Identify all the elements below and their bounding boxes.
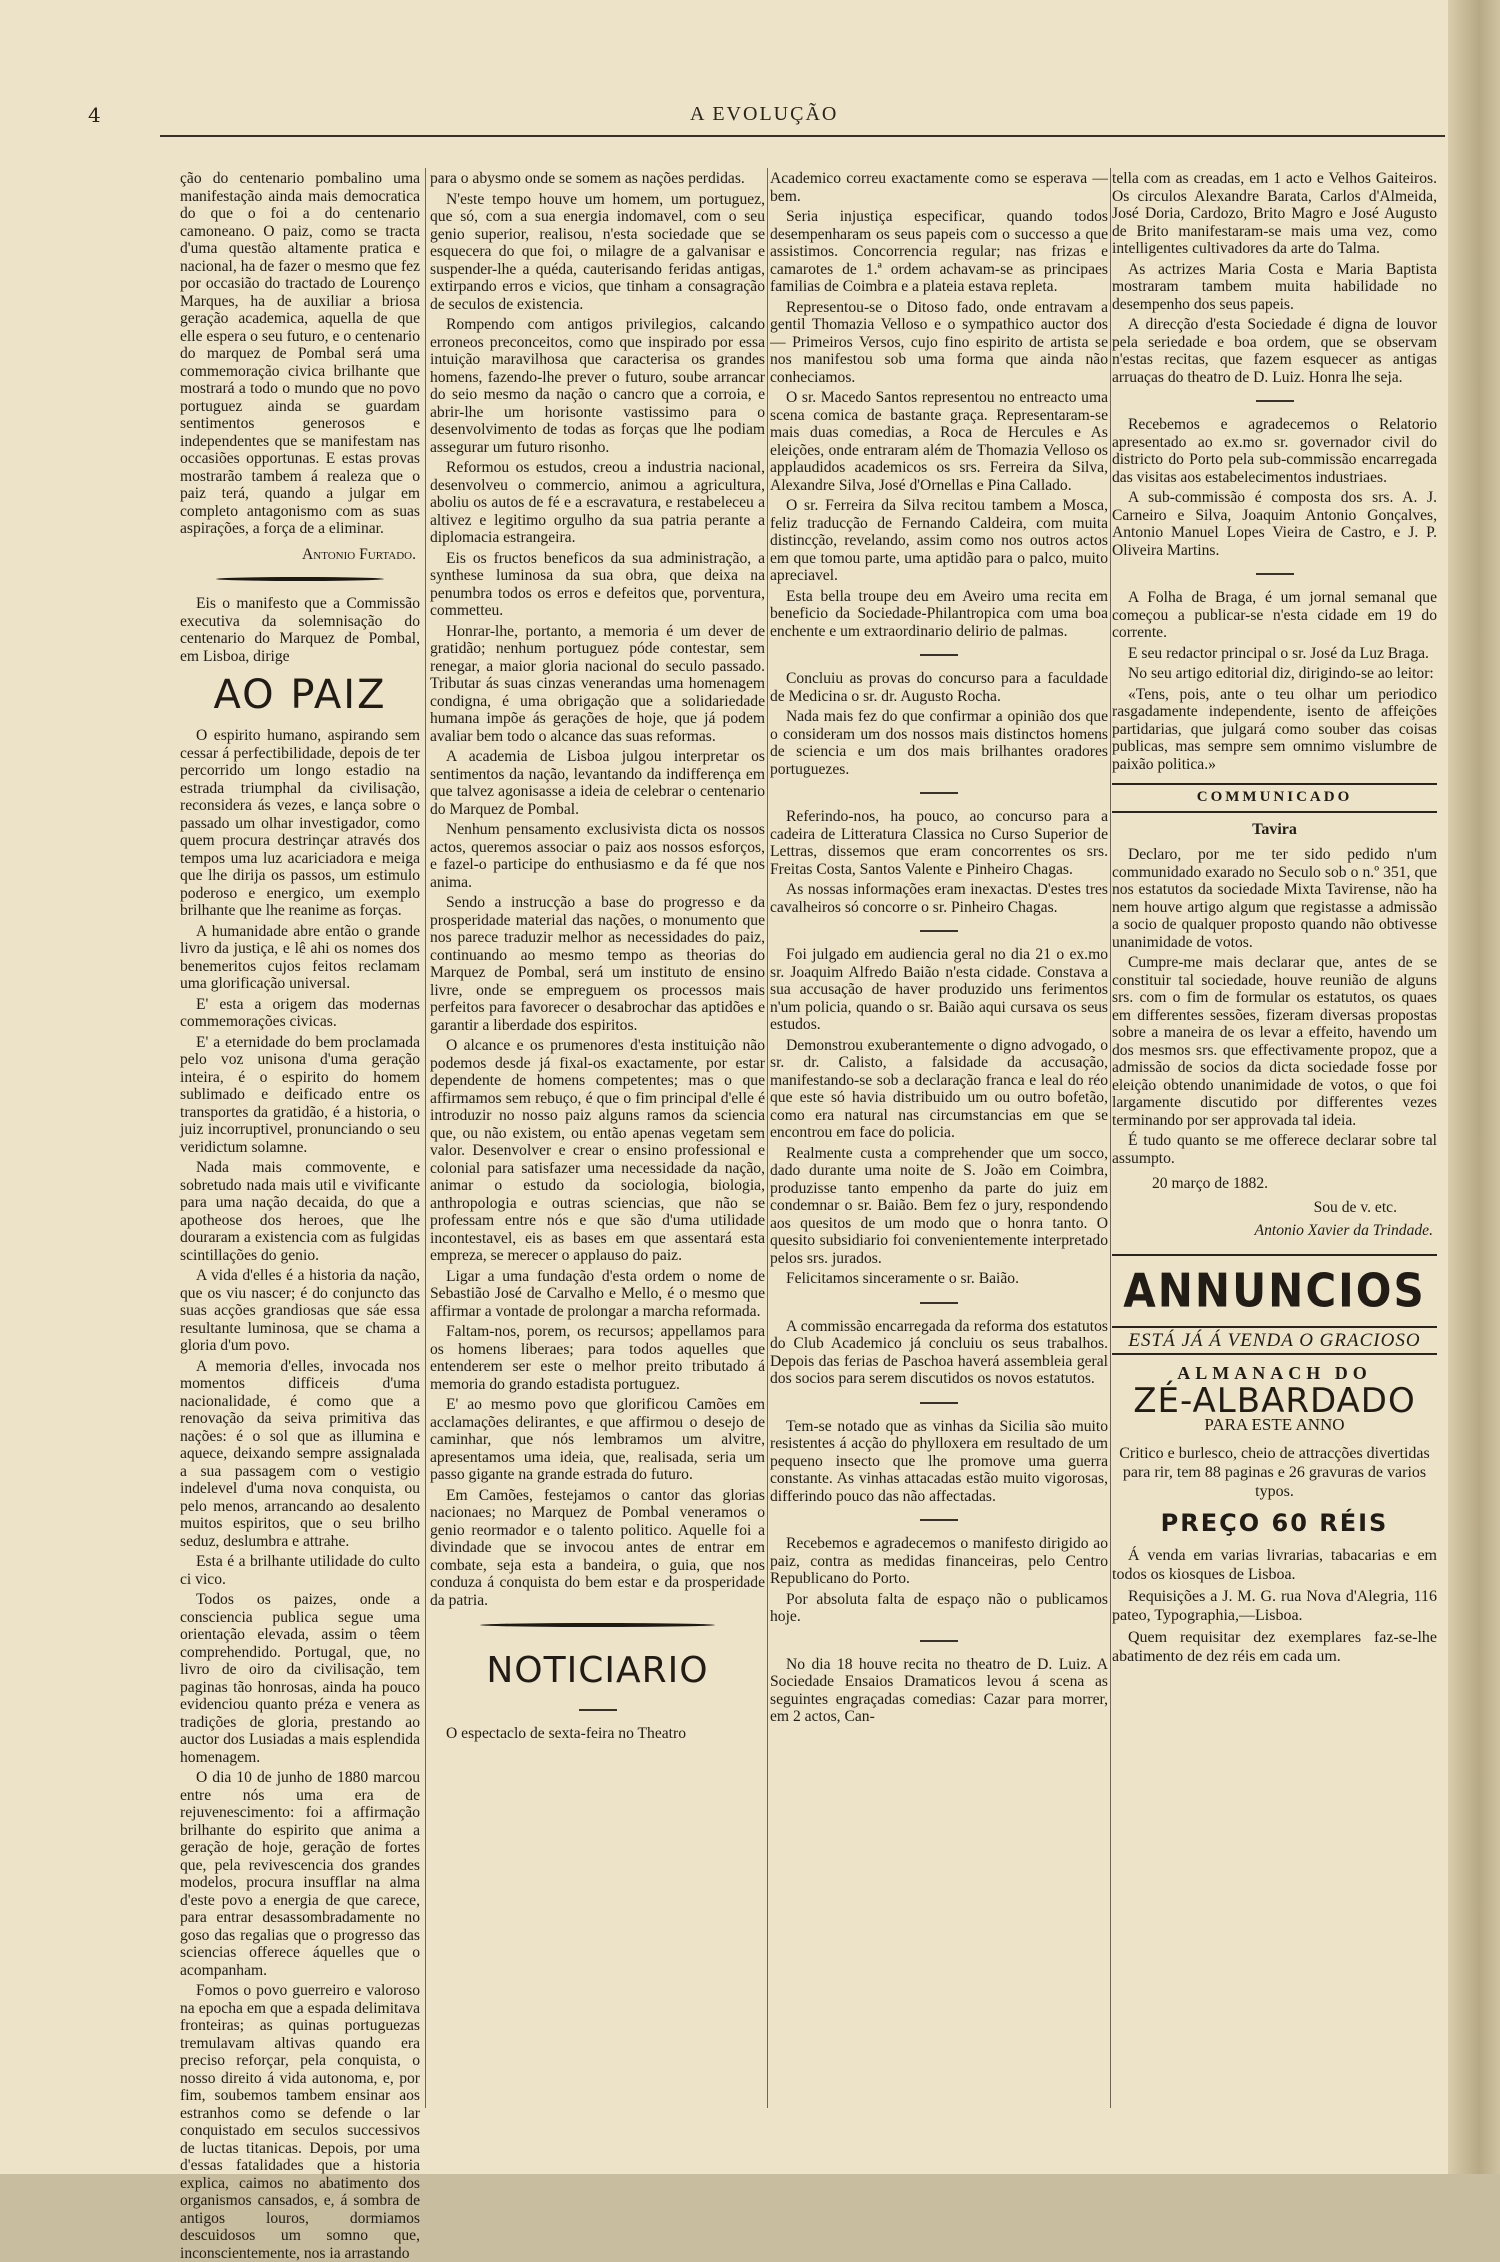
section-divider — [920, 930, 958, 932]
paragraph: Recebemos e agradecemos o Relatorio apresentado ao ex.mo sr. governador civil do districto do Porto pela sub-commissão encarregada das visitas aos estabelecimentos industriaes. — [1112, 416, 1437, 486]
ad-price: PREÇO 60 RÉIS — [1160, 1508, 1389, 1537]
paragraph: A commissão encarregada da reforma dos estatutos do Club Academico já concluiu os seus trabalhos. Depois das ferias de Paschoa haverá assembleia geral dos socios para serem discutidos os novos estatutos. — [770, 1317, 1108, 1387]
column-divider — [767, 168, 768, 2108]
paragraph: O alcance e os prumenores d'esta instituição não podemos desde já fixal-os exactamente, por estar dependente de homens competentes; mas o que affirmamos sem rebuço, é que o fim principal d'elle é introduzir no nosso paiz alguns ramos da sciencia que, ou não existem, ou então apenas vegetam sem valor. Desenvolver e crear o ensino professional e colonial para satisfazer uma necessidade da nação, animar o estudo da sociologia, biologia, anthropologia e outras sciencias, que não se professam entre nós e que são d'uma utilidade incontestavel, eis as bases em que assentará esta empreza, se merecer o applauso do paiz. — [430, 1037, 765, 1264]
column-3 — [770, 170, 1108, 2100]
paragraph: Demonstrou exuberantemente o digno advogado, o sr. dr. Calisto, a falsidade da accusação, manifestando-se sob a declaração franca e leal do réo que este só havia distribuido um ou outro bofetão, como era natural nas circumstancias em que se encontrou em face do policia. — [770, 1036, 1108, 1141]
paragraph: A humanidade abre então o grande livro da justiça, e lê ahi os nomes dos benemeritos cujos feitos reclamam uma glorificação universal. — [180, 922, 420, 992]
paragraph: Honrar-lhe, portanto, a memoria é um dever de gratidão; nenhum portuguez póde contestar, sem renegar, a maior gloria nacional do seculo passado. Tributar ás suas cinzas venerandas uma homenagem condigna, é uma obrigação que a solidariedade humana impõe ás gerações de hoje, que já podem avaliar bem todo o alcance das suas reformas. — [430, 622, 765, 745]
paragraph: O espirito humano, aspirando sem cessar á perfectibilidade, depois de ter percorrido um longo estadio na estrada triumphal da civilisação, reconsidera ás vezes, e lança sobre o passado um olhar investigador, como quem procura destrinçar através dos tempos uma luz acariciadora e meiga que lhe dirija os passos, um estimulo poderoso e energico, um exemplo brilhante que lhe reanime as forças. — [180, 727, 420, 919]
ad-requests: Requisições a J. M. G. rua Nova d'Alegria, 116 pateo, Typographia,—Lisboa. — [1112, 1588, 1437, 1624]
paragraph: Academico correu exactamente como se esperava — bem. — [770, 170, 1108, 205]
section-divider — [920, 1302, 958, 1304]
section-divider — [920, 1640, 958, 1642]
paragraph: A sub-commissão é composta dos srs. A. J. Carneiro e Silva, Joaquim Antonio Gonçalves, Antonio Manuel Lopes Vieira de Castro, e J. P. Oliveira Martins. — [1112, 489, 1437, 559]
paragraph: Sendo a instrucção a base do progresso e da prosperidade material das nações, o monumento que nos parece traduzir melhor as necessidades do paiz, continuando ao mesmo tempo as theorias do Marquez de Pombal, será um instituto de ensino livre, onde se empreguem os processos mais perfeitos para favorecer o desabrochar das aptidões e garantir a liberdade dos espiritos. — [430, 894, 765, 1034]
paragraph: O sr. Macedo Santos representou no entreacto uma scena comica de bastante graça. Representaram-se mais duas comedias, a Roca de Hercules e As eleições, onde entraram além de Thomazia Velloso os applaudidos academicos os srs. Ferreira da Silva, Alexandre Silva, José d'Ornellas e Pina Callado. — [770, 389, 1108, 494]
paragraph: Esta é a brilhante utilidade do culto ci vico. — [180, 1553, 420, 1588]
paragraph: No seu artigo editorial diz, dirigindo-se ao leitor: — [1128, 665, 1434, 682]
headline-annuncios: ANNUNCIOS — [1123, 1263, 1426, 1317]
paragraph: A direcção d'esta Sociedade é digna de louvor pela seriedade e boa ordem, que se observam n'estas recitas, que fazem esquecer as antigas arruaças do theatro de D. Luiz. Honra lhe seja. — [1112, 316, 1437, 386]
column-4 — [1112, 170, 1437, 2100]
section-divider — [920, 654, 958, 656]
paragraph: Por absoluta falta de espaço não o publicamos hoje. — [770, 1590, 1108, 1625]
paragraph: Felicitamos sinceramente o sr. Baião. — [786, 1270, 1019, 1287]
manifesto-intro: Eis o manifesto que a Commissão executiva da solemnisação do centenario do Marquez de Pombal, em Lisboa, dirige — [180, 595, 420, 665]
section-divider — [920, 1402, 958, 1404]
section-divider — [1256, 400, 1294, 402]
paragraph: Esta bella troupe deu em Aveiro uma recita em beneficio da Sociedade-Philantropica com uma boa enchente e um extraordinario delirio de palmas. — [770, 587, 1108, 640]
paragraph: Foi julgado em audiencia geral no dia 21 o ex.mo sr. Joaquim Alfredo Baião n'esta cidade. Constava a sua accusação de haver produzido uns ferimentos n'um policia, quando o sr. Baião aqui cursava os seus estudos. — [770, 946, 1108, 1033]
ad-almanach: ALMANACH DO — [1177, 1363, 1372, 1383]
paragraph: O espectaclo de sexta-feira no Theatro — [446, 1725, 686, 1742]
paragraph: As nossas informações eram inexactas. D'estes tres cavalheiros só concorre o sr. Pinheiro Chagas. — [770, 881, 1108, 916]
paragraph: N'este tempo houve um homem, um portuguez, que só, com a sua energia indomavel, com o seu genio superior, realisou, n'esta sociedade que se esquecera do que foi, o milagre de a galvanisar e suspender-lhe a quéda, cauterisando feridas antigas, extirpando erros e vicios, que tinham a consagração de seculos de existencia. — [430, 190, 765, 313]
section-heading-communicado: COMMUNICADO — [1112, 783, 1437, 813]
paragraph: Cumpre-me mais declarar que, antes de se constituir tal sociedade, houve reunião de alguns srs. com o fim de formular os estatutos, os quaes em differentes sessões, fizeram diversas propostas sobre a maneira de os levar a effeito, havendo um dos mesmos srs. que effectivamente propoz, que a admissão de socios da dicta sociedade fosse por eleição obtendo unanimidade de votos, o que foi largamente discutido por differentes vezes terminando por ser approvada tal ideia. — [1112, 954, 1437, 1129]
column-divider — [1110, 168, 1111, 2108]
paragraph: O dia 10 de junho de 1880 marcou entre nós uma era de rejuvenescimento: foi a affirmação brilhante do espirito que anima a geração de hoje, geração de fortes que, pela revivescencia dos grandes modelos, procura insufflar na alma d'este povo a energia de que carece, para entrar desassombradamente no goso das regalias que o progresso das sciencias offerece áquelles que o acompanham. — [180, 1769, 420, 1979]
column-1 — [180, 170, 420, 2262]
ad-announcement: ESTÁ JÁ Á VENDA O GRACIOSO — [1112, 1326, 1437, 1356]
paragraph: Eis os fructos beneficos da sua administração, a synthese luminosa da sua obra, que deixa na penumbra todos os erros e defeitos que, porventura, commetteu. — [430, 549, 765, 619]
paragraph: Seria injustiça especificar, quando todos desempenharam os seus papeis com o successo a que assistimos. Concorrencia regular; nas frizas e camarotes de 1.ª ordem achavam-se as principaes familias de Coimbra e a plateia estava repleta. — [770, 208, 1108, 295]
paragraph: Concluiu as provas do concurso para a faculdade de Medicina o sr. dr. Augusto Rocha. — [770, 670, 1108, 705]
ad-description: Critico e burlesco, cheio de attracções divertidas para rir, tem 88 paginas e 26 gravuras de varios typos. — [1119, 1444, 1430, 1500]
paragraph: Rompendo com antigos privilegios, calcando erroneos preconceitos, como que inspirado por essa intuição maravilhosa que caracterisa os grandes homens, fazendo-lhe prever o futuro, soube arrancar do seio mesmo da nação o cancro que a corroia, e abrir-lhe um horisonte vastissimo para o desenvolvimento de todas as forças que lhe podiam assegurar um futuro risonho. — [430, 316, 765, 456]
paragraph: E' ao mesmo povo que glorificou Camões em acclamações delirantes, e que affirmou o desejo de caminhar, que nós lembramos um alvitre, apresentamos uma ideia, que, realisada, seria um passo gigante na grande estrada do futuro. — [430, 1396, 765, 1483]
ad-title-ze-albardado: ZÉ-ALBARDADO — [1133, 1380, 1416, 1421]
dateline-place: Tavira — [1252, 820, 1297, 838]
quotation: «Tens, pois, ante o teu olhar um periodico rasgadamente independente, isento de affeições partidarias, que julgará como souber das coisas publicas, mas sempre sem omnimo vislumbre de paixão politica.» — [1112, 685, 1437, 773]
paragraph: Fomos o povo guerreiro e valoroso na epocha em que a espada delimitava fronteiras; as quinas portuguezas tremulavam altivas quando era preciso reforçar, pela conquista, o nosso direito á vida autonoma, e, por fim, soubemos tambem ensinar aos estranhos como se defende o lar conquistado em seculos successivos de luctas titanicas. Depois, por uma d'essas fatalidades que a historia explica, caimos no abatimento dos organismos cansados, e, á sombra de antigos louros, dormiamos descuidosos um somno que, inconscientemente, nos ia arrastando — [180, 1982, 420, 2262]
page-number: 4 — [88, 103, 101, 127]
header-rule — [160, 135, 1445, 137]
paragraph: Recebemos e agradecemos o manifesto dirigido ao paiz, contra as medidas financeiras, pelo Centro Republicano do Porto. — [770, 1535, 1108, 1587]
letter-date: 20 março de 1882. — [1152, 1175, 1269, 1192]
section-divider — [920, 1519, 958, 1521]
section-divider — [216, 577, 384, 581]
paragraph: Declaro, por me ter sido pedido n'um communidado exarado no Seculo sob o n.º 351, que nos estatutos da sociedade Mixta Tavirense, não ha nem houve artigo algum que registasse a admissão a socio de qualquer proposto quando não obtivesse unanimidade de votos. — [1112, 846, 1437, 951]
column-2 — [430, 170, 765, 2100]
headline-ao-paiz: AO PAIZ — [213, 672, 387, 718]
paragraph: Ligar a uma fundação d'esta ordem o nome de Sebastião José de Carvalho e Mello, é o mesmo que affirmar a vontade de prolongar a marcha reformada. — [430, 1267, 765, 1320]
paragraph: Todos os paizes, onde a consciencia publica segue uma orientação elevada, assim o têem comprehendido. Portugal, que, no livro de oiro da civilisação, tem paginas tão honrosas, ainda ha pouco evidenciou quanto préza e venera as tradições de gloria, prestando ao auctor dos Lusiadas a mais esplendida homenagem. — [180, 1591, 420, 1766]
paragraph: É tudo quanto se me offerece declarar sobre tal assumpto. — [1112, 1132, 1437, 1167]
paragraph: Nenhum pensamento exclusivista dicta os nossos actos, queremos associar o paiz aos nossos esforços, e fazel-o participe do enthusiasmo e da fé que nos anima. — [430, 821, 765, 891]
headline-noticiario: NOTICIARIO — [486, 1650, 709, 1691]
section-divider — [1256, 573, 1294, 575]
paragraph: para o abysmo onde se somem as nações perdidas. — [430, 170, 745, 187]
ad-sales-info: Á venda em varias livrarias, tabacarias e em todos os kiosques de Lisboa. — [1112, 1547, 1437, 1583]
letter-closing: Sou de v. etc. — [1313, 1198, 1397, 1216]
paragraph: E' a eternidade do bem proclamada pelo voz unisona d'uma geração inteira, é o espirito do homem sublimado e deificado entre os transportes da gratidão, é a historia, o juiz incorruptivel, pronunciando o seu veridictum solamne. — [180, 1033, 420, 1156]
newspaper-title: A EVOLUÇÃO — [690, 103, 839, 125]
paragraph: tella com as creadas, em 1 acto e Velhos Gaiteiros. Os circulos Alexandre Barata, Carlos d'Almeida, José Doria, Cardozo, Brito Magro e José Augusto de Brito manifestaram-se mais uma vez, como intelligentes cultivadores da arte do Talma. — [1112, 170, 1437, 257]
advertisements-section — [1112, 1254, 1437, 1667]
ad-subtitle: PARA ESTE ANNO — [1204, 1415, 1345, 1434]
paragraph: Realmente custa a comprehender que um socco, dado durante uma noite de S. João em Coimbra, produzisse tanto empenho da parte do juiz em condemnar o sr. Baião. Bem fez o jury, respondendo aos quesitos de um modo que o honra tanto. O quesito subsidiario foi convenientemente interpretado pelos srs. jurados. — [770, 1144, 1108, 1267]
column-divider — [425, 168, 426, 2108]
paragraph: Nada mais commovente, e sobretudo nada mais util e vivificante para uma nação decaida, do que a apotheose dos heroes, que lhe douraram a existencia com as fulgidas scintillações do genio. — [180, 1159, 420, 1264]
paragraph: Reformou os estudos, creou a industria nacional, desenvolveu o commercio, animou a agricultura, aboliu os autos de fé e a escravatura, e restabeleceu a altivez e legitimo orgulho da sua patria perante a diplomacia estrangeira. — [430, 459, 765, 546]
page-binding-edge — [1448, 0, 1500, 2174]
paragraph: Referindo-nos, ha pouco, ao concurso para a cadeira de Litteratura Classica no Curso Superior de Lettras, dissemos que eram concorrentes os srs. Freitas Costa, Santos Valente e Pinheiro Chagas. — [770, 808, 1108, 878]
paragraph: No dia 18 houve recita no theatro de D. Luiz. A Sociedade Ensaios Dramaticos levou á scena as seguintes engraçadas comedias: Cazar para morrer, em 2 actos, Can- — [770, 1655, 1108, 1725]
paragraph: Nada mais fez do que confirmar a opinião dos que o consideram um dos nossos mais distinctos homens de sciencia e um dos mais brilhantes oradores portuguezes. — [770, 708, 1108, 778]
paragraph: Faltam-nos, porem, os recursos; appellamos para os homens liberaes; para todos aquelles que entenderem ser este o melhor preito tributado á memoria do grando estadista portuguez. — [430, 1323, 765, 1393]
section-divider — [579, 1709, 617, 1711]
paragraph: O sr. Ferreira da Silva recitou tambem a Mosca, feliz traducção de Fernando Caldeira, com muita distincção, revelando, assim como nos outros actos em que tomou parte, uma aptidão para o palco, muito apreciavel. — [770, 497, 1108, 584]
paragraph: E' esta a origem das modernas commemorações civicas. — [180, 995, 420, 1030]
author-signature: Antonio Furtado. — [302, 545, 416, 563]
paragraph: A memoria d'elles, invocada nos momentos difficeis d'uma nacionalidade, é como que a renovação da seiva primitiva das nações: é o sol que as illumina e aquece, deixando sempre assignalada a sua passagem com o vestigio indelevel d'uma nova conquista, ou pelo menos, arrancando ao desalento muitos espiritos, que o seu brilho seduz, deslumbra e attrahe. — [180, 1357, 420, 1550]
article-continuation: ção do centenario pombalino uma manifestação ainda mais democratica do que o foi a do centenario camoneano. O paiz, como se tracta d'uma questão altamente pratica e nacional, ha de fazer o mesmo que fez por occasião do tractado de Lourenço Marques, ha de auxiliar a briosa geração academica, aquella de que elle espera o seu futuro, e o centenario do marquez de Pombal será uma commemoração civica brilhante que mostrará a todo o mundo que no povo portuguez ainda se guardam sentimentos generosos e independentes que se manifestam nas occasiões opportunas. E estas provas mostrarão tambem á realeza que o paiz terá, quando a julgar em completo antagonismo com as suas aspirações, a força de a eliminar. — [180, 170, 420, 537]
ad-discount: Quem requisitar dez exemplares faz-se-lhe abatimento de dez réis em cada um. — [1112, 1629, 1437, 1665]
paragraph: A Folha de Braga, é um jornal semanal que começou a publicar-se n'esta cidade em 19 do corrente. — [1112, 589, 1437, 641]
paragraph: As actrizes Maria Costa e Maria Baptista mostraram tambem muita habilidade no desempenho dos seus papeis. — [1112, 260, 1437, 313]
paragraph: Representou-se o Ditoso fado, onde entravam a gentil Thomazia Velloso e o sympathico auctor dos — Primeiros Versos, cujo fino espirito de artista se nos manifestou sob uma forma que ainda não conheciamos. — [770, 298, 1108, 386]
paragraph: A academia de Lisboa julgou interpretar os sentimentos da nação, levantando da indifferença em que talvez agonisasse a ideia de celebrar o centenario do Marquez de Pombal. — [430, 748, 765, 818]
paragraph: Tem-se notado que as vinhas da Sicilia são muito resistentes á acção do phylloxera em resultado de um pequeno insecto que lhe promove uma guerra constante. As vinhas attacadas estão muito vigorosas, differindo pouco das não affectadas. — [770, 1417, 1108, 1505]
paragraph: A vida d'elles é a historia da nação, que os viu nascer; é do conjuncto das suas acções grandiosas que sáe essa resultante luminosa, que se chama a gloria d'um povo. — [180, 1267, 420, 1354]
section-divider — [920, 792, 958, 794]
paragraph: E seu redactor principal o sr. José da Luz Braga. — [1128, 644, 1429, 662]
paragraph: Em Camões, festejamos o cantor das glorias nacionaes; no Marquez de Pombal veneramos o genio reormador e o talento politico. Aquelle foi a divindade que se invocou antes de entrar em combate, seja esta a bandeira, o guia, que nos conduza á conquista do bem estar e da prosperidade da patria. — [430, 1486, 765, 1609]
letter-signature: Antonio Xavier da Trindade. — [1254, 1222, 1433, 1239]
section-divider — [480, 1623, 715, 1627]
